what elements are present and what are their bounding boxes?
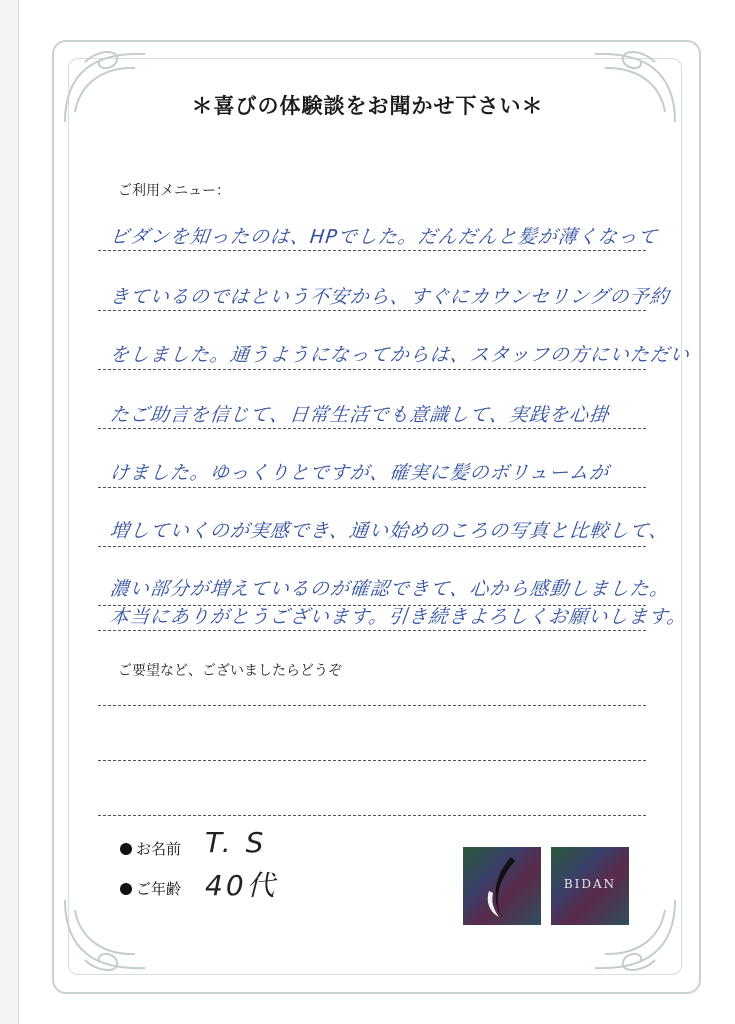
page-edge bbox=[0, 0, 19, 1024]
ruled-line bbox=[98, 815, 646, 816]
ruled-line bbox=[98, 487, 646, 488]
logo-wordmark bbox=[551, 847, 629, 925]
ruled-line bbox=[98, 546, 646, 547]
bullet-icon bbox=[120, 883, 132, 895]
ruled-line bbox=[98, 630, 646, 631]
bullet-icon bbox=[120, 843, 132, 855]
testimonial-line-6: 増していくのが実感でき、通い始めのころの写真と比較して、 bbox=[108, 520, 670, 542]
logo-mark bbox=[463, 847, 541, 925]
logo-text: BIDAN bbox=[563, 877, 617, 891]
ornament-bottom-left-icon bbox=[55, 890, 175, 980]
form-title: ＊喜びの体験談をお聞かせ下さい＊ bbox=[191, 94, 544, 118]
testimonial-line-3: をしました。通うようになってからは、スタッフの方にいただい bbox=[108, 344, 692, 366]
ruled-line bbox=[98, 250, 646, 251]
ruled-line bbox=[98, 428, 646, 429]
ruled-line bbox=[98, 705, 646, 706]
testimonial-line-4: たご助言を信じて、日常生活でも意識して、実践を心掛 bbox=[108, 404, 611, 426]
ruled-line bbox=[98, 310, 646, 311]
testimonial-line-1: ビダンを知ったのは、HPでした。だんだんと髪が薄くなって bbox=[108, 226, 659, 248]
testimonial-line-7: 濃い部分が増えているのが確認できて、心から感動しました。 bbox=[108, 578, 671, 600]
testimonial-line-5: けました。ゆっくりとですが、確実に髪のボリュームが bbox=[108, 462, 611, 484]
menu-label: ご利用メニュー： bbox=[118, 183, 230, 199]
ruled-line bbox=[98, 369, 646, 370]
ruled-line bbox=[98, 760, 646, 761]
age-label: ご年齢 bbox=[136, 880, 182, 898]
age-label-row bbox=[120, 878, 181, 899]
name-value: T. S bbox=[205, 826, 267, 859]
hair-strand-icon bbox=[463, 847, 541, 925]
request-label: ご要望など、ございましたらどうぞ bbox=[118, 663, 342, 679]
testimonial-line-2: きているのではという不安から、すぐにカウンセリングの予約 bbox=[108, 286, 671, 308]
name-label-row bbox=[120, 838, 181, 859]
testimonial-line-8: 本当にありがとうございます。引き続きよろしくお願いします。 bbox=[108, 606, 688, 628]
age-value: 40代 bbox=[205, 869, 278, 902]
name-label: お名前 bbox=[136, 840, 182, 858]
